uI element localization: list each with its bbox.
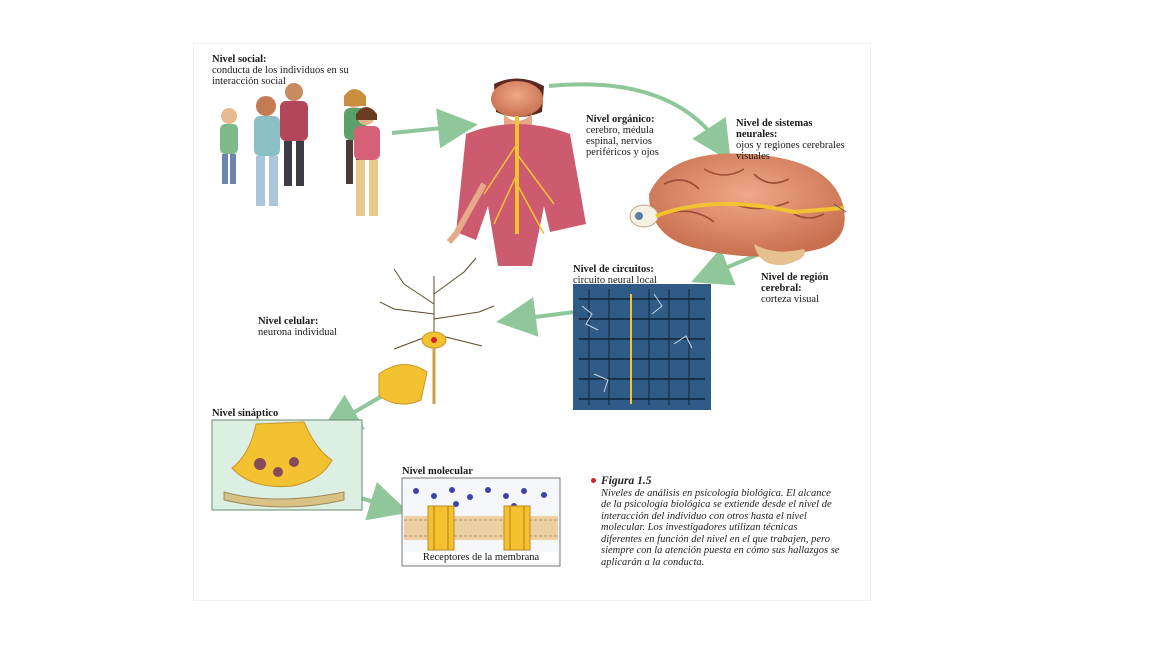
label-neural-systems-level	[736, 118, 856, 162]
neural-systems-title: Nivel de sistemas neurales:	[736, 118, 813, 140]
figure-panel	[194, 44, 870, 600]
figure-caption	[601, 476, 841, 568]
people-group-illustration	[220, 83, 380, 216]
label-brain-region-level	[761, 272, 861, 305]
label-circuit-level	[573, 264, 713, 286]
figure-number: Figura 1.5	[601, 475, 652, 487]
social-level-desc: conducta de los individuos en su interacción social	[212, 65, 349, 87]
brain-illustration	[630, 154, 846, 266]
label-synaptic-level	[212, 408, 332, 419]
cellular-level-desc: neurona individual	[258, 327, 338, 338]
circuit-level-desc: circuito neural local	[573, 275, 657, 286]
arrow-circuits-to-cellular	[512, 312, 574, 320]
label-organ-level	[586, 114, 686, 158]
caption-bullet-icon	[591, 478, 596, 483]
label-social-level	[212, 54, 382, 87]
brain-region-desc: corteza visual	[761, 294, 820, 305]
synapse-illustration	[212, 420, 362, 510]
molecular-level-title: Nivel molecular	[402, 466, 473, 477]
caption-text: Niveles de análisis en psicología biológica. El alcance de la psicología biológica se extiende desde el nivel de interacción del individuo con otros hasta el nivel molecular. Los investigadores utilizan técnicas diferentes en función del nivel en el que trabajen, pero siempre con la atención puesta en cómo sus hallazgos se aplicarán a la conducta.	[601, 487, 840, 568]
organ-level-title: Nivel orgánico:	[586, 114, 655, 125]
social-level-title: Nivel social:	[212, 54, 267, 65]
membrane-receptors-label: Receptores de la membrana	[404, 552, 558, 563]
human-nervous-system-illustration	[449, 78, 586, 266]
neuron-illustration	[379, 258, 494, 404]
synaptic-level-title: Nivel sináptico	[212, 408, 279, 419]
organ-level-desc: cerebro, médula espinal, nervios periféricos y ojos	[586, 125, 659, 158]
neural-circuit-illustration	[573, 284, 711, 410]
circuit-level-title: Nivel de circuitos:	[573, 264, 654, 275]
label-cellular-level	[258, 316, 388, 338]
arrow-social-to-organ	[392, 126, 462, 133]
brain-region-title: Nivel de región cerebral:	[761, 272, 829, 294]
cellular-level-title: Nivel celular:	[258, 316, 319, 327]
label-molecular-level	[402, 466, 542, 477]
neural-systems-desc: ojos y regiones cerebrales visuales	[736, 140, 845, 162]
